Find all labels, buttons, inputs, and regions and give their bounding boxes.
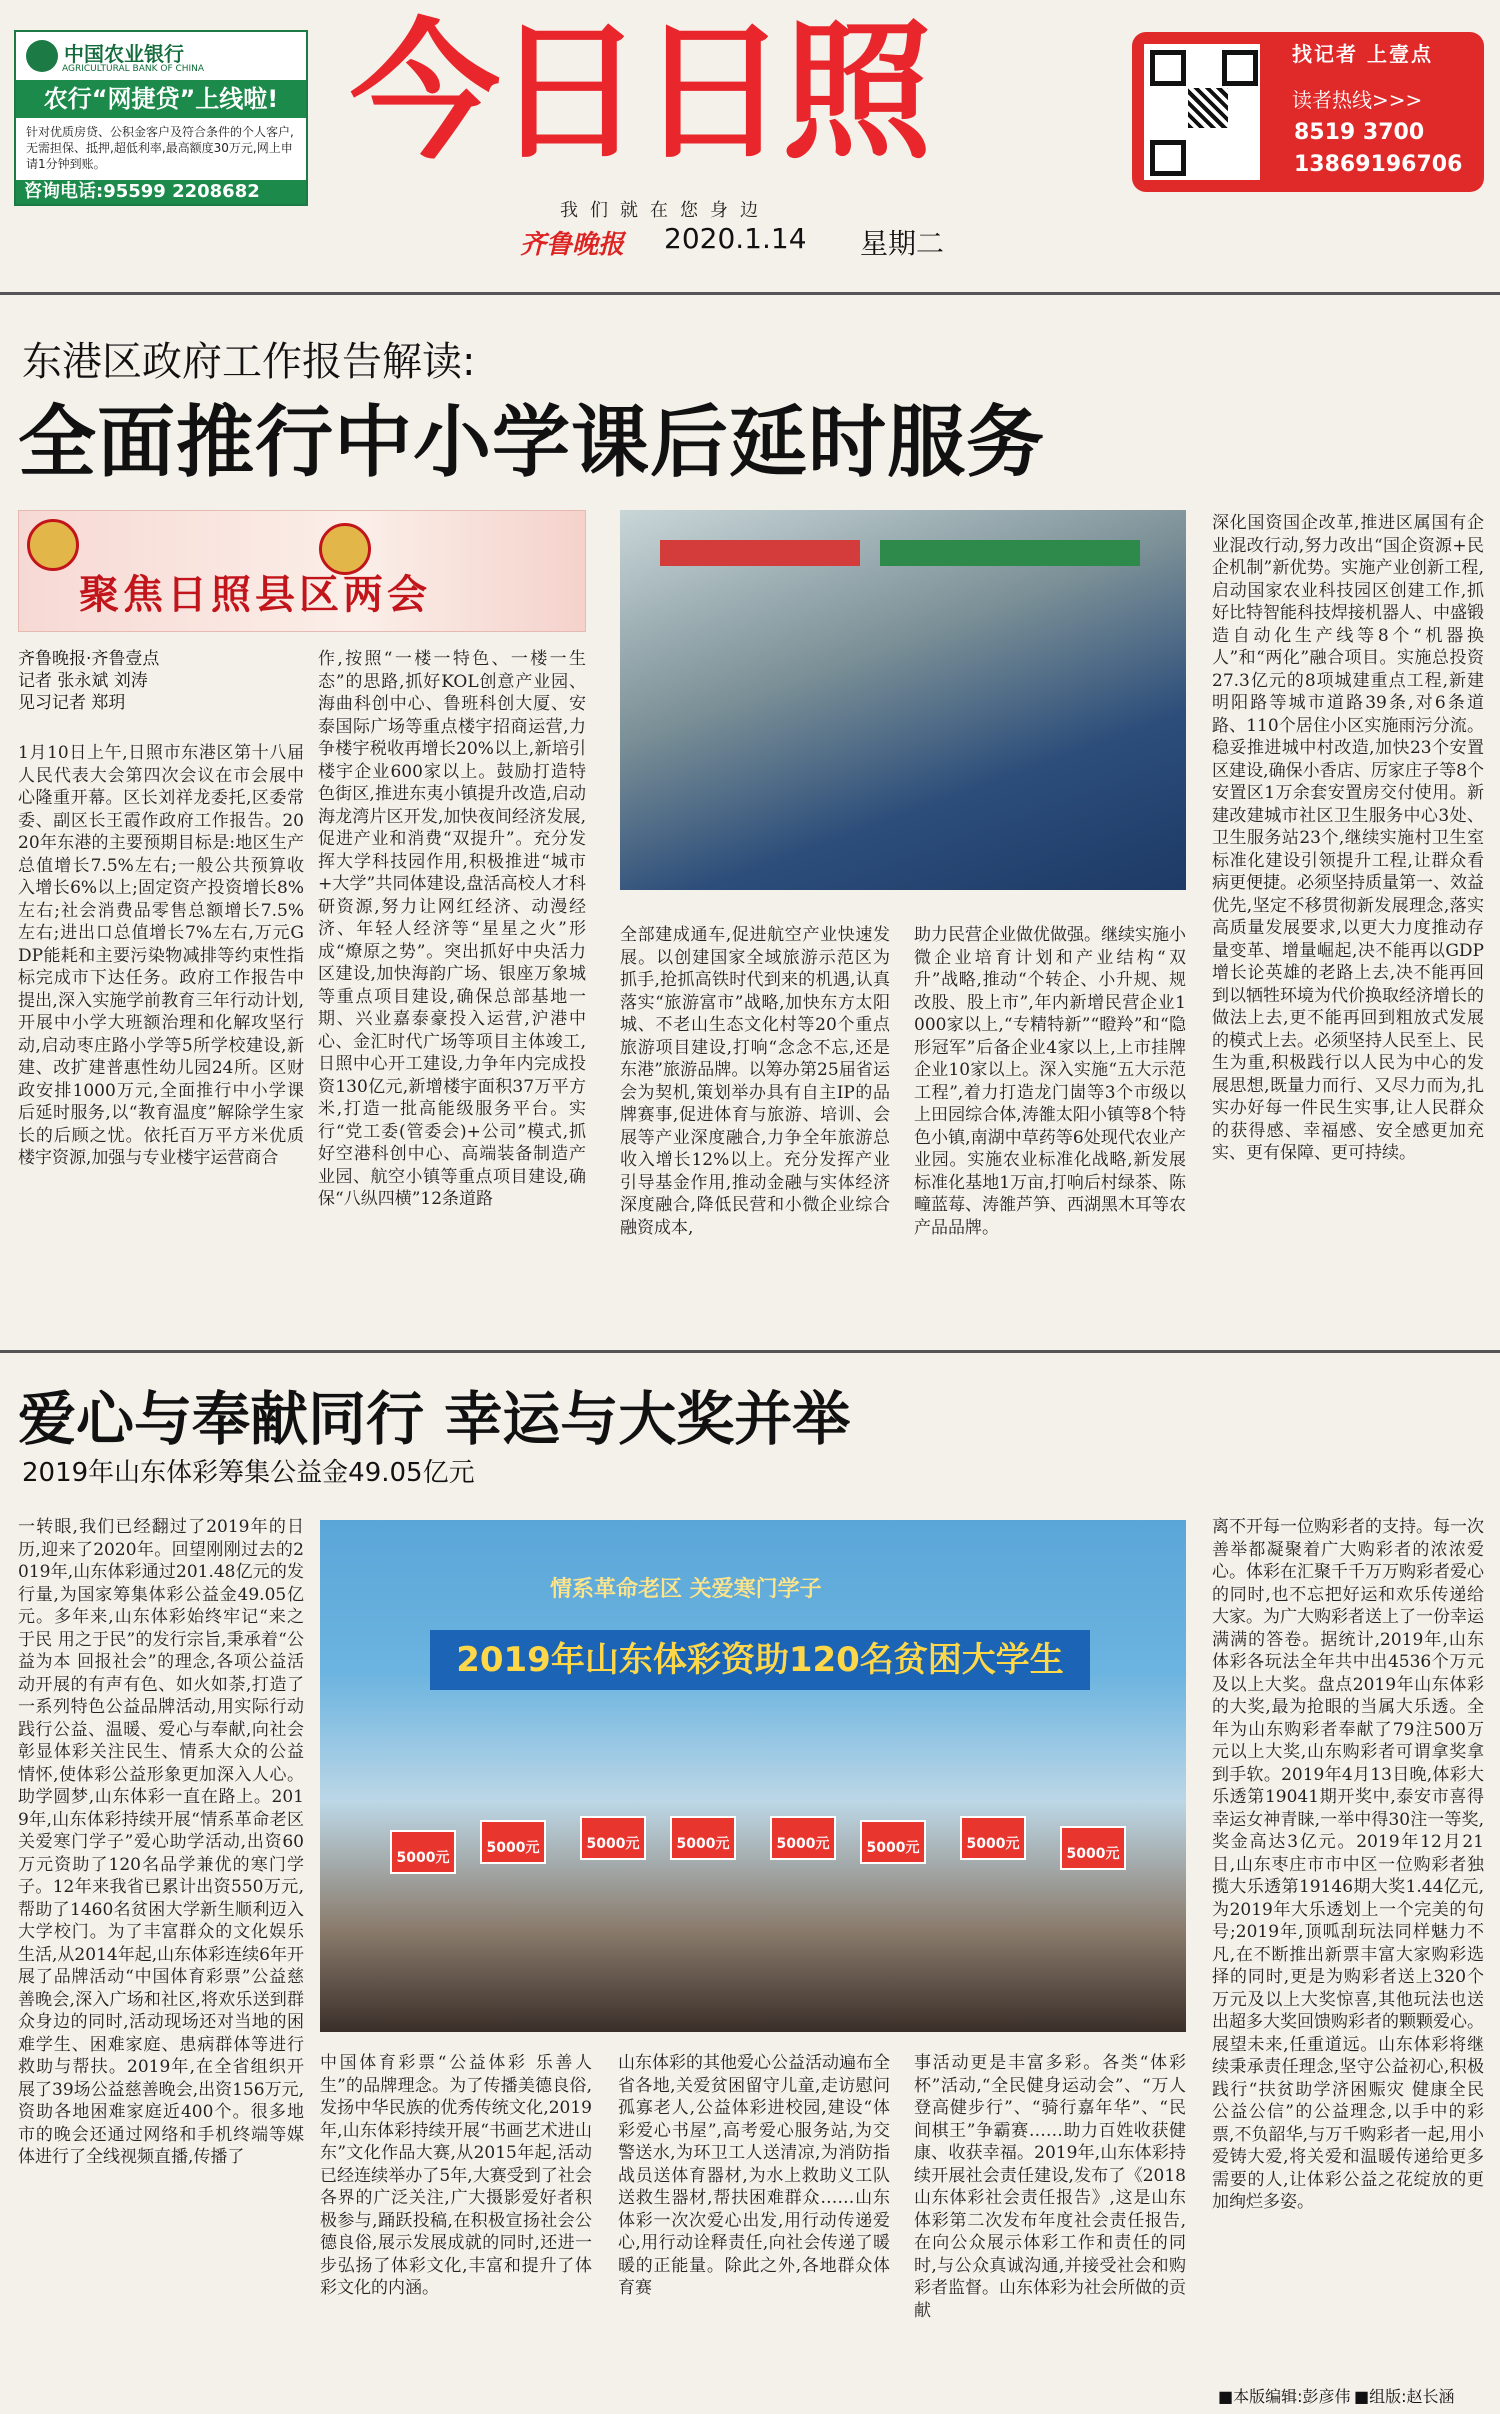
cheque-board: 5000元: [960, 1816, 1026, 1860]
hotline-label: 读者热线>>>: [1292, 88, 1423, 112]
hotline-number: 13869196706: [1294, 152, 1463, 177]
cheque-board: 5000元: [580, 1816, 646, 1860]
footer-editor: ■本版编辑:彭彦伟: [1218, 2387, 1351, 2406]
photo-top-line: 情系革命老区 关爱寒门学子: [550, 1577, 822, 1602]
header-rule: [0, 292, 1500, 295]
article1-column: 全部建成通车,促进航空产业快速发展。以创建国家全域旅游示范区为抓手,抢抓高铁时代到来的机遇,认真落实“旅游富市”战略,加快东方太阳城、不老山生态文化村等20个重点旅游项目建设,打响“念念不忘,还是东港”旅游品牌。以筹办第25届省运会为契机,策划举办具有自主IP的品牌赛事,促进体育与旅游、培训、会展等产业深度融合,力争全年旅游总收入增长12%以上。充分发挥产业引导基金作用,推动金融与实体经济深度融合,降低民营和小微企业综合融资成本,: [620, 925, 890, 1238]
section-divider: [0, 1350, 1500, 1353]
bank-name: 中国农业银行: [64, 42, 184, 66]
article1-kicker: 东港区政府工作报告解读:: [22, 339, 476, 385]
cheque-board: 5000元: [860, 1820, 926, 1864]
article2-column: 山东体彩的其他爱心公益活动遍布全省各地,关爱贫困留守儿童,走访慰问孤寡老人,公益体彩进校园,建设“体彩爱心书屋”,高考爱心服务站,为交警送水,为环卫工人送清凉,为消防指战员送体育器材,为水上救助义工队送救生器材,帮扶困难群众……山东体彩一次次爱心出发,用行动传递爱心,用行动诠释责任,向社会传递了暖暖的正能量。除此之外,各地群众体育赛: [618, 2053, 890, 2298]
byline-line: 见习记者 郑玥: [18, 693, 126, 713]
article2-column: 事活动更是丰富多彩。各类“体彩杯”活动,“全民健身运动会”、“万人登高健步行”、“骑行嘉年华”、“民间棋王”争霸赛……助力百姓收获健康、收获幸福。2019年,山东体彩持续开展社会责任建设,发布了《2018山东体彩社会责任报告》,这是山东体彩第二次发布年度社会责任报告,在向公众展示体彩工作和责任的同时,与公众真诚沟通,并接受社会和购彩者监督。山东体彩为社会所做的贡献: [914, 2053, 1186, 2321]
article1-byline: [18, 648, 308, 714]
classroom-banner-icon: [880, 540, 1140, 566]
article1-column: 1月10日上午,日照市东港区第十八届人民代表大会第四次会议在市会展中心隆重开幕。区长刘祥龙委托,区委常委、副区长王霞作政府工作报告。2020年东港的主要预期目标是:地区生产总值增长7.5%左右;一般公共预算收入增长6%以上;固定资产投资增长8%左右;社会消费品零售总额增长7.5%左右;进出口总值增长7%左右,万元GDP能耗和主要污染物减排等约束性指标完成市下达任务。政府工作报告中提出,深入实施学前教育三年行动计划,开展中小学大班额治理和化解攻坚行动,启动枣庄路小学等5所学校建设,新建、改扩建普惠性幼儿园24所。区财政安排1000万元,全面推行中小学课后延时服务,以“教育温度”解除学生家长的后顾之忧。依托百万平方米优质楼宇资源,加强与专业楼宇运营商合: [18, 743, 304, 1168]
cheque-board: 5000元: [480, 1820, 546, 1864]
page-footer: [0, 2380, 1500, 2414]
bank-advertisement: [14, 30, 308, 206]
photo-event-banner: 2019年山东体彩资助120名贫困大学生: [430, 1630, 1090, 1690]
issue-date: 2020.1.14: [664, 222, 807, 255]
article1-column: 深化国资国企改革,推进区属国有企业混改行动,努力改出“国企资源+民企机制”新优势。实施产业创新工程,启动国家农业科技园区创建工作,抓好比特智能科技焊接机器人、中盛锻造自动化生产线等8个“机器换人”和“两化”融合项目。实施总投资27.3亿元的8项城建重点工程,新建明阳路等城市道路39条,对6条道路、110个居住小区实施雨污分流。稳妥推进城中村改造,加快23个安置区建设,确保小香店、厉家庄子等8个安置区1万余套安置房交付使用。新建改建城市社区卫生服务中心3处、卫生服务站23个,继续实施村卫生室标准化建设引领提升工程,让群众看病更便捷。必须坚持质量第一、效益优先,坚定不移贯彻新发展理念,落实高质量发展要求,以更大力度推动存量变革、增量崛起,决不能再以GDP增长论英雄的老路上去,决不能再回到以牺牲环境为代价换取经济增长的做法上去,更不能再回到粗放式发展的模式上去。必须坚持人民至上、民生为重,积极践行以人民为中心的发展思想,既量力而行、又尽力而为,扎实办好每一件民生实事,让人民群众的获得感、幸福感、安全感更加充实、更有保障、更可持续。: [1212, 513, 1484, 1163]
bank-name-en: AGRICULTURAL BANK OF CHINA: [62, 64, 205, 74]
hotline-number: 8519 3700: [1294, 120, 1425, 145]
classroom-banner-icon: [660, 540, 860, 566]
article2-subtitle: 2019年山东体彩筹集公益金49.05亿元: [22, 1458, 475, 1488]
bank-logo-icon: [26, 40, 58, 72]
byline-line: 齐鲁晚报·齐鲁壹点: [18, 649, 160, 669]
article1-headline: 全面推行中小学课后延时服务: [18, 398, 1046, 488]
article2-column: 离不开每一位购彩者的支持。每一次善举都凝聚着广大购彩者的浓浓爱心。体彩在汇聚千千万万购彩者爱心的同时,也不忘把好运和欢乐传递给大家。为广大购彩者送上了一份幸运满满的答卷。据统计,2019年,山东体彩各玩法全年共中出4536个万元及以上大奖。盘点2019年山东体彩的大奖,最为抢眼的当属大乐透。全年为山东购彩者奉献了79注500万元以上大奖,山东购彩者可谓拿奖拿到手软。2019年4月13日晚,体彩大乐透第19041期开奖中,泰安市喜得幸运女神青睐,一举中得30注一等奖,奖金高达3亿元。2019年12月21日,山东枣庄市市中区一位购彩者独揽大乐透第19146期大奖1.44亿元,为2019年大乐透划上一个完美的句号;2019年,顶呱刮玩法同样魅力不凡,在不断推出新票丰富大家购彩选择的同时,更是为购彩者送上320个万元及以上大奖惊喜,其他玩法也送出超多大奖回馈购彩者的颗颗爱心。展望未来,任重道远。山东体彩将继续秉承责任理念,坚守公益初心,积极践行“扶贫助学济困赈灾 健康全民 公益公信”的公益理念,以手中的彩票,不负韶华,与万千购彩者一起,用小爱铸大爱,将关爱和温暖传递给更多需要的人,让体彩公益之花绽放的更加绚烂多姿。: [1212, 1517, 1484, 2212]
masthead-tagline: 我们就在您身边: [560, 200, 770, 221]
byline-line: 记者 张永斌 刘涛: [18, 671, 148, 691]
hotline-title: 找记者 上壹点: [1292, 42, 1433, 66]
footer-group: ■组版:赵长涵: [1354, 2387, 1455, 2406]
article1-photo: [620, 510, 1186, 890]
cheque-board: 5000元: [390, 1830, 456, 1874]
qr-code-icon: [1144, 44, 1260, 180]
banner-text: 聚焦日照县区两会: [79, 571, 431, 618]
reader-hotline-box: [1132, 32, 1484, 192]
masthead-title: 今日日照: [350, 6, 927, 180]
emblem-icon: [27, 519, 79, 571]
article2-column: 一转眼,我们已经翻过了2019年的日历,迎来了2020年。回望刚刚过去的2019年,山东体彩通过201.48亿元的发行量,为国家筹集体彩公益金49.05亿元。多年来,山东体彩始终牢记“来之于民 用之于民”的发行宗旨,秉承着“公益为本 回报社会”的理念,各项公益活动开展的有声有色、如火如荼,打造了一系列特色公益品牌活动,用实际行动践行公益、温暖、爱心与奉献,向社会彰显体彩关注民生、情系大众的公益情怀,使体彩公益形象更加深入人心。助学圆梦,山东体彩一直在路上。2019年,山东体彩持续开展“情系革命老区 关爱寒门学子”爱心助学活动,出资60万元资助了120名品学兼优的寒门学子。12年来我省已累计出资550万元,帮助了1460名贫困大学新生顺利迈入大学校门。为了丰富群众的文化娱乐生活,从2014年起,山东体彩连续6年开展了品牌活动“中国体育彩票”公益慈善晚会,深入广场和社区,将欢乐送到群众身边的同时,活动现场还对当地的困难学生、困难家庭、患病群体等进行救助与帮扶。2019年,在全省组织开展了39场公益慈善晚会,出资156万元,资助各地困难家庭近400个。很多地市的晚会还通过网络和手机终端等媒体进行了全线视频直播,传播了: [18, 1517, 304, 2167]
cheque-board: 5000元: [1060, 1826, 1126, 1870]
article1-banner: [18, 510, 586, 632]
ad-phone: 咨询电话:95599 2208682: [16, 180, 306, 204]
ad-description: 针对优质房贷、公积金客户及符合条件的个人客户,无需担保、抵押,超低利率,最高额度30万元,网上申请1分钟到账。: [26, 125, 294, 171]
article2-headline: 爱心与奉献同行 幸运与大奖并举: [18, 1385, 851, 1453]
paper-name: 齐鲁晚报: [520, 230, 625, 260]
cheque-board: 5000元: [670, 1816, 736, 1860]
article1-column: 助力民营企业做优做强。继续实施小微企业培育计划和产业结构“双升”战略,推动“个转企、小升规、规改股、股上市”,年内新增民营企业1000家以上,“专精特新”“瞪羚”和“隐形冠军”后备企业4家以上,上市挂牌企业10家以上。深入实施“五大示范工程”,着力打造龙门崮等3个市级以上田园综合体,涛雒太阳小镇等8个特色小镇,南湖中草药等6处现代农业产业园。实施农业标准化战略,新发展标准化基地1万亩,打响后村绿茶、陈疃蓝莓、涛雒芦笋、西湖黑木耳等农产品品牌。: [914, 925, 1186, 1238]
article2-photo: [320, 1520, 1186, 2032]
ad-slogan: 农行“网捷贷”上线啦!: [16, 80, 306, 118]
article1-column: 作,按照“一楼一特色、一楼一生态”的思路,抓好KOL创意产业园、海曲科创中心、鲁班科创大厦、安泰国际广场等重点楼宇招商运营,力争楼宇税收再增长20%以上,新培引楼宇企业600家以上。鼓励打造特色街区,推进东夷小镇提升改造,启动海龙湾片区开发,加快夜间经济发展,促进产业和消费“双提升”。充分发挥大学科技园作用,积极推进“城市+大学”共同体建设,盘活高校人才科研资源,努力让网红经济、动漫经济、年轻人经济等“星星之火”形成“燎原之势”。突出抓好中央活力区建设,加快海韵广场、银座万象城等重点项目建设,确保总部基地一期、兴业嘉泰豪投入运营,沪港中心、金汇时代广场等项目主体竣工,日照中心开工建设,力争年内完成投资130亿元,新增楼宇面积37万平方米,打造一批高能级服务平台。实行“党工委(管委会)+公司”模式,抓好空港科创中心、高端装备制造产业园、航空小镇等重点项目建设,确保“八纵四横”12条道路: [318, 649, 586, 1209]
issue-weekday: 星期二: [860, 227, 945, 260]
article2-column: 中国体育彩票“公益体彩 乐善人生”的品牌理念。为了传播美德良俗,发扬中华民族的优秀传统文化,2019年,山东体彩持续开展“书画艺术进山东”文化作品大赛,从2015年起,活动已经连续举办了5年,大赛受到了社会各界的广泛关注,广大摄影爱好者积极参与,踊跃投稿,在积极宣扬社会公德良俗,展示发展成就的同时,还进一步弘扬了体彩文化,丰富和提升了体彩文化的内涵。: [320, 2053, 592, 2298]
cheque-board: 5000元: [770, 1816, 836, 1860]
